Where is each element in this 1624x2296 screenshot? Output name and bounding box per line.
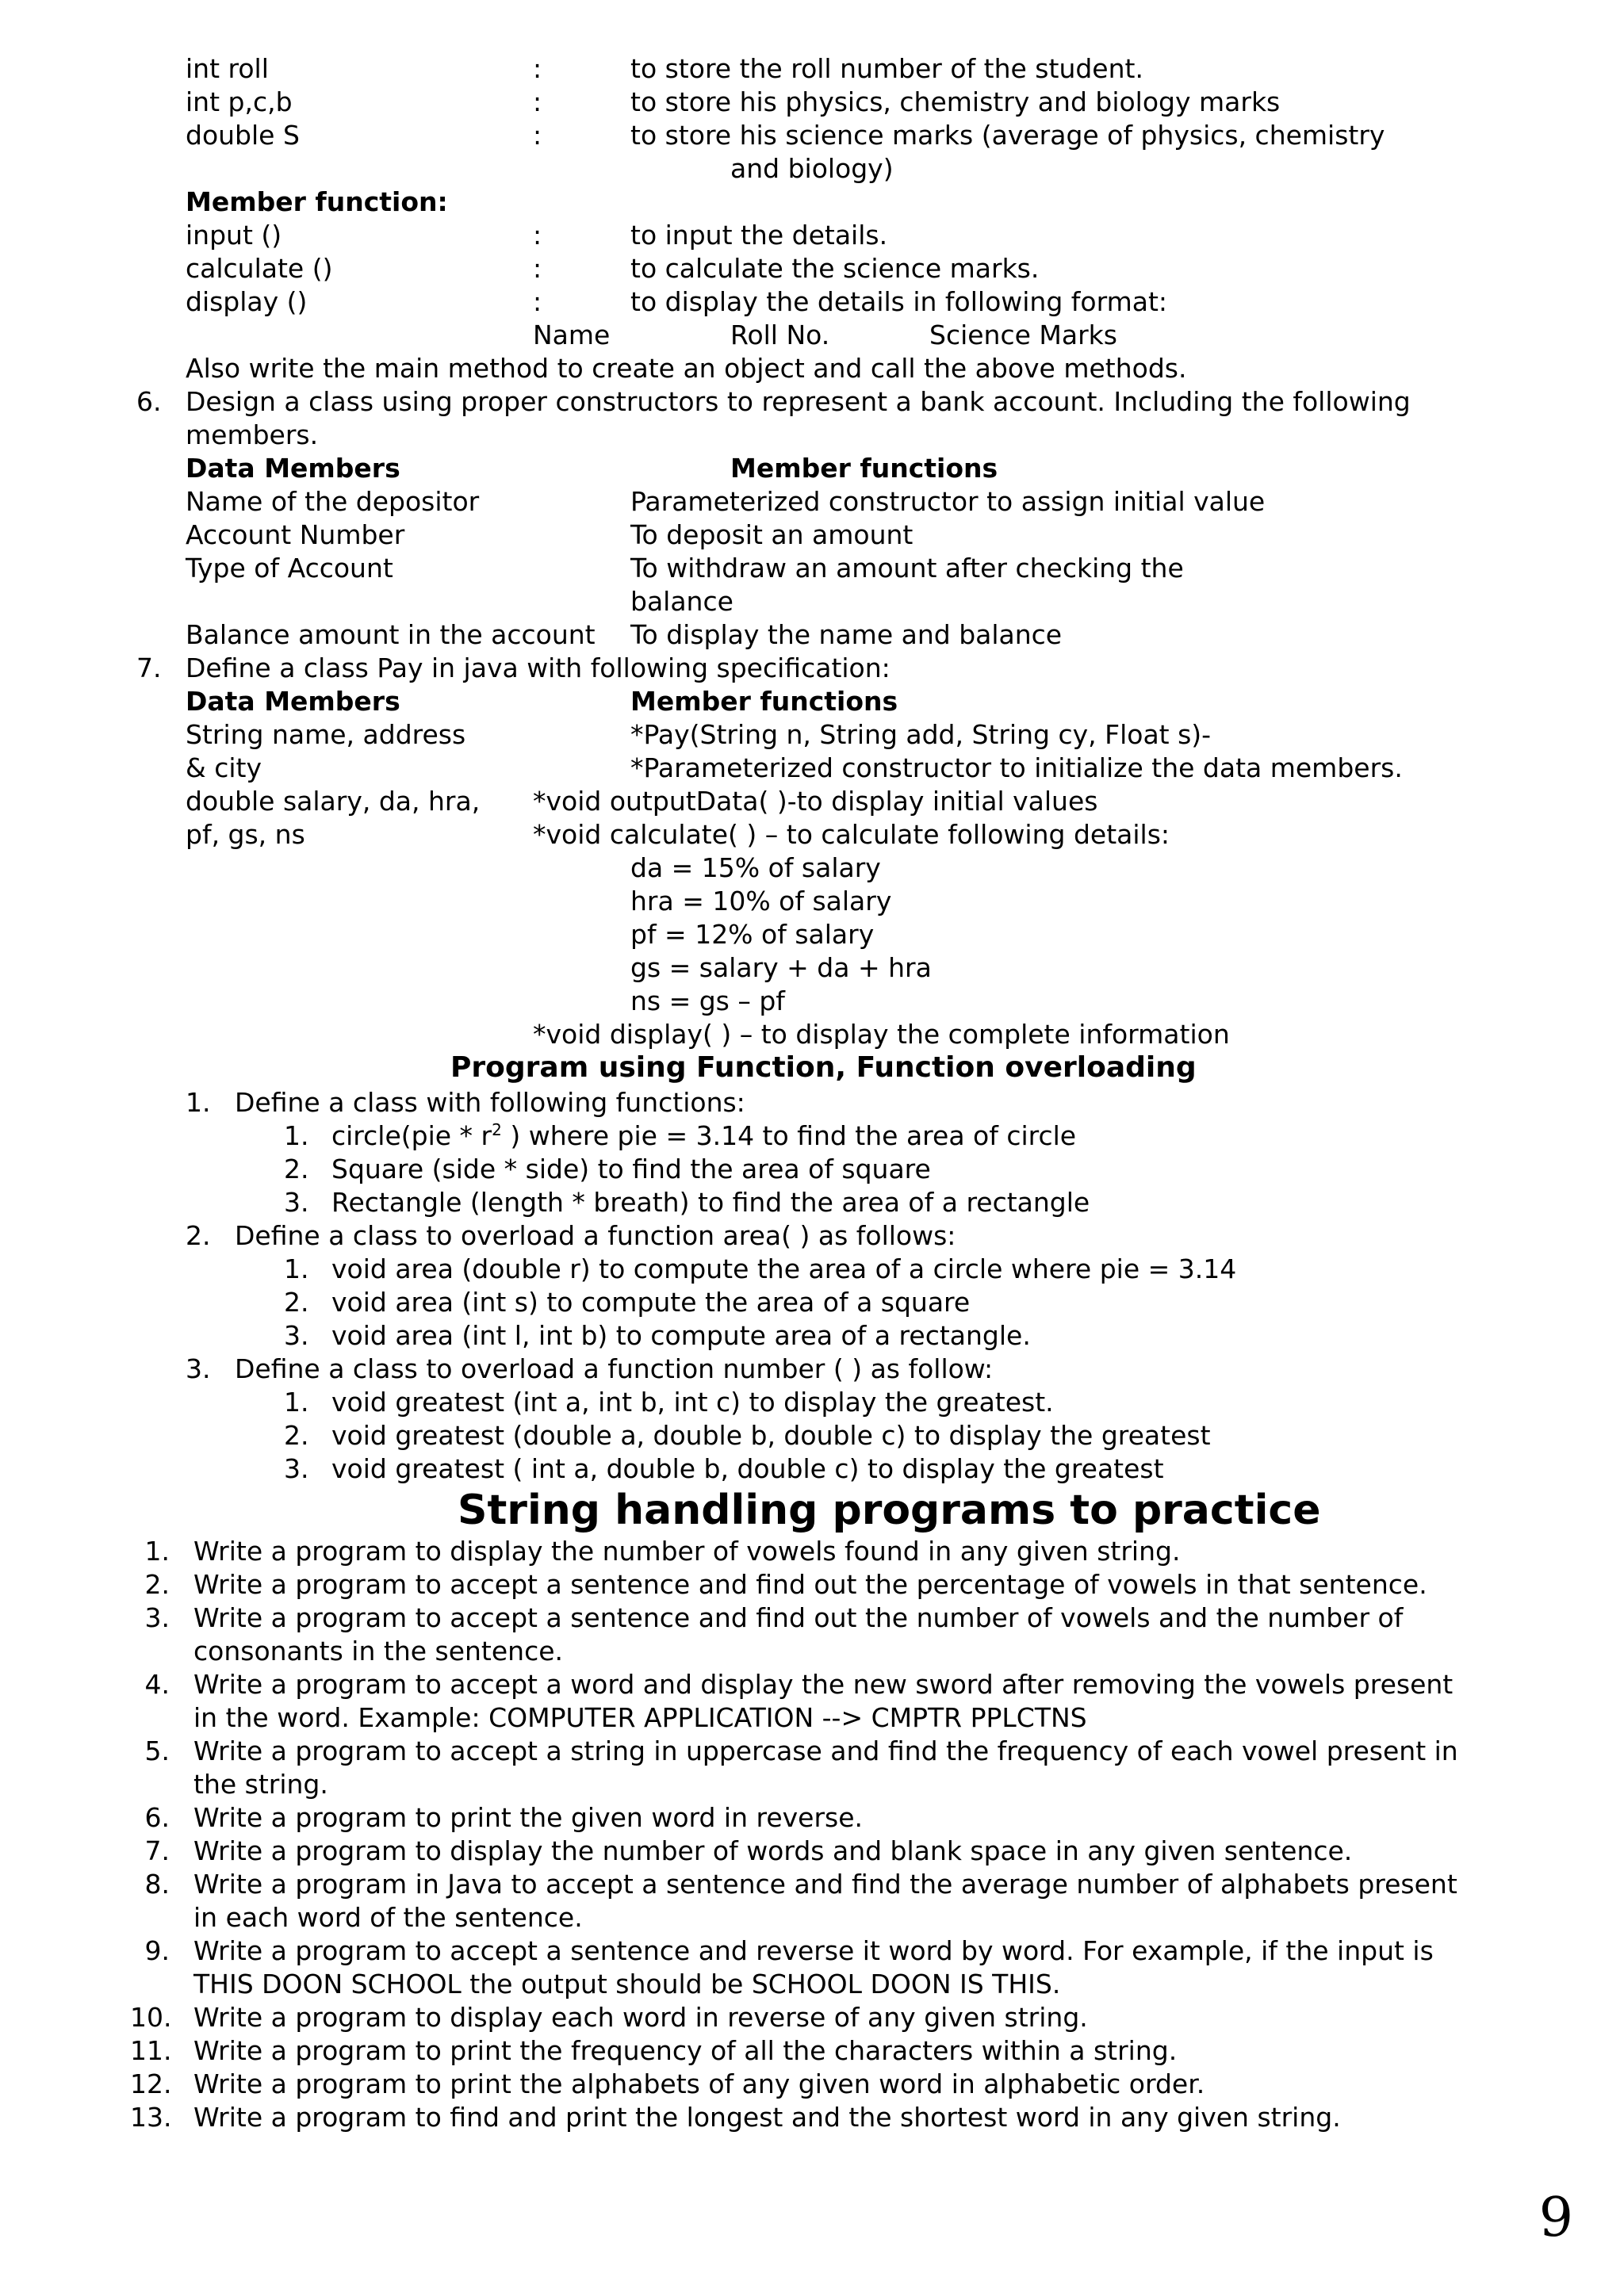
member-desc-continued: and biology): [730, 153, 894, 184]
list-item: [0, 1568, 1624, 1601]
table-cell-right: To withdraw an amount after checking the: [630, 553, 1184, 584]
table-cell-right: balance: [630, 586, 733, 617]
table-cell-right: To deposit an amount: [630, 519, 914, 550]
format-col-roll: Roll No.: [730, 320, 830, 350]
list-item: [0, 1934, 1624, 2001]
sub-question-text: void area (double r) to compute the area of a circle where pie = 3.14: [331, 1253, 1237, 1284]
sub-question-number: 3.: [284, 1453, 309, 1484]
sub-question-text: Square (side * side) to find the area of square: [331, 1154, 931, 1184]
question-text: Define a class to overload a function area( ) as follows:: [235, 1220, 956, 1251]
member-function-heading-row: [0, 186, 1624, 219]
question-text-continued: members.: [186, 419, 319, 450]
function-sep: :: [533, 286, 542, 317]
question-number: 3.: [186, 1353, 211, 1384]
function-name: input (): [186, 220, 282, 251]
list-item-number: 2.: [144, 1569, 170, 1600]
formula-line: [0, 918, 1624, 951]
table-cell-right: *Pay(String n, String add, String cy, Float s)-: [630, 719, 1212, 750]
table-row: [0, 585, 1624, 618]
list-item-number: 5.: [144, 1735, 170, 1766]
list-item-text: Write a program to accept a sentence and find out the percentage of vowels in that sentence.: [193, 1569, 1427, 1600]
table-cell-left: Account Number: [186, 519, 405, 550]
list-item-number: 9.: [144, 1935, 170, 1966]
table-header-row: [0, 685, 1624, 718]
member-sep: :: [533, 86, 542, 117]
table-cell-left: Name of the depositor: [186, 486, 480, 517]
sub-question-number: 2.: [284, 1154, 309, 1184]
list-item: [0, 1835, 1624, 1868]
function-name: display (): [186, 286, 308, 317]
formula-line: [0, 951, 1624, 985]
sub-question-row: [0, 1386, 1624, 1419]
question-line: [0, 419, 1624, 452]
list-item: [0, 2034, 1624, 2068]
table-cell-left: pf, gs, ns: [186, 819, 305, 850]
sub-question-text: void area (int l, int b) to compute area of a rectangle.: [331, 1320, 1031, 1351]
sub-question-number: 1.: [284, 1120, 309, 1151]
function-sep: :: [533, 220, 542, 251]
list-item-number: 13.: [130, 2102, 172, 2133]
list-item: [0, 2101, 1624, 2134]
formula: pf = 12% of salary: [630, 919, 875, 950]
table-cell-right: Parameterized constructor to assign initial value: [630, 486, 1266, 517]
table-row: [0, 552, 1624, 585]
formula-line: [0, 851, 1624, 885]
table-row: [0, 785, 1624, 818]
function-name: calculate (): [186, 253, 333, 284]
list-item: [0, 1668, 1624, 1735]
question-6: [0, 385, 1624, 652]
list-item-text: Write a program to display each word in reverse of any given string.: [193, 2002, 1088, 2033]
function-row: [0, 252, 1624, 285]
student-class-spec: [0, 52, 1624, 385]
table-cell-right: To display the name and balance: [630, 619, 1063, 650]
list-item-text: Write a program to accept a string in uppercase and find the frequency of each vowel present in: [193, 1735, 1458, 1766]
formula: ns = gs – pf: [630, 985, 785, 1016]
list-item-number: 12.: [130, 2068, 172, 2099]
list-item-text: Write a program to accept a sentence and find out the number of vowels and the number of: [193, 1602, 1404, 1633]
member-desc: to store the roll number of the student.: [630, 53, 1143, 84]
sub-question-row: [0, 1452, 1624, 1486]
col-heading-member-functions: Member functions: [730, 453, 998, 484]
formula: gs = salary + da + hra: [630, 952, 932, 983]
table-cell-left: double salary, da, hra,: [186, 786, 481, 817]
list-item-text: the string.: [193, 1769, 328, 1800]
function-desc: to calculate the science marks.: [630, 253, 1040, 284]
sub-question-text: void greatest ( int a, double b, double c) to display the greatest: [331, 1453, 1164, 1484]
sub-question-row: [0, 1253, 1624, 1286]
sub-question-number: 1.: [284, 1387, 309, 1418]
table-row: [0, 752, 1624, 785]
table-row: [0, 485, 1624, 519]
table-header-row: [0, 452, 1624, 485]
table-cell-right: *void outputData( )-to display initial values: [533, 786, 1098, 817]
section-heading-functions: [0, 1051, 1624, 1086]
member-name: double S: [186, 120, 300, 151]
member-row: [0, 86, 1624, 119]
list-item-text: Write a program to display the number of vowels found in any given string.: [193, 1536, 1181, 1567]
superscript: 2: [492, 1120, 502, 1139]
sub-question-row: [0, 1419, 1624, 1452]
document-page: [0, 52, 1624, 2134]
sub-question-number: 3.: [284, 1320, 309, 1351]
list-item: [0, 1868, 1624, 1934]
string-questions-list: [0, 1535, 1624, 2134]
question-number: 6.: [136, 386, 162, 417]
format-col-science: Science Marks: [929, 320, 1117, 350]
list-item-text: in each word of the sentence.: [193, 1902, 583, 1933]
section-heading-text: String handling programs to practice: [458, 1487, 1321, 1534]
list-item-text: Write a program in Java to accept a sentence and find the average number of alphabets present: [193, 1869, 1457, 1900]
sub-question-number: 2.: [284, 1287, 309, 1318]
list-item-text: Write a program to print the alphabets of any given word in alphabetic order.: [193, 2068, 1205, 2099]
list-item-number: 3.: [144, 1602, 170, 1633]
sub-question-text: Rectangle (length * breath) to find the area of a rectangle: [331, 1187, 1090, 1218]
question-number: 1.: [186, 1087, 211, 1118]
list-item-text: Write a program to print the given word in reverse.: [193, 1802, 864, 1833]
list-item-text: Write a program to print the frequency of all the characters within a string.: [193, 2035, 1178, 2066]
format-col-name: Name: [533, 320, 611, 350]
list-item-text: THIS DOON SCHOOL the output should be SCHOOL DOON IS THIS.: [193, 1969, 1061, 1999]
list-item: [0, 1535, 1624, 1568]
sub-question-text: void greatest (int a, int b, int c) to display the greatest.: [331, 1387, 1054, 1418]
list-item-number: 8.: [144, 1869, 170, 1900]
sub-question-row: [0, 1119, 1624, 1153]
table-row: [0, 718, 1624, 752]
formula: da = 15% of salary: [630, 852, 881, 883]
member-desc: to store his physics, chemistry and biology marks: [630, 86, 1281, 117]
member-row-continued: [0, 152, 1624, 186]
question-text: Define a class with following functions:: [235, 1087, 745, 1118]
sub-question-row: [0, 1319, 1624, 1353]
list-item-text: Write a program to accept a word and display the new sword after removing the vowels present: [193, 1669, 1454, 1700]
question-7: [0, 652, 1624, 1051]
table-cell-left: Type of Account: [186, 553, 393, 584]
function-question-row: [0, 1219, 1624, 1253]
sub-question-row: [0, 1186, 1624, 1219]
function-row: [0, 219, 1624, 252]
member-sep: :: [533, 53, 542, 84]
list-item-text: consonants in the sentence.: [193, 1636, 564, 1667]
section-heading-strings: [0, 1486, 1624, 1535]
list-item-number: 6.: [144, 1802, 170, 1833]
col-heading-member-functions: Member functions: [630, 686, 898, 717]
table-cell-left: Balance amount in the account: [186, 619, 596, 650]
list-item: [0, 1801, 1624, 1835]
sub-question-text: void area (int s) to compute the area of a square: [331, 1287, 971, 1318]
table-row: [0, 818, 1624, 851]
section-heading-text: Program using Function, Function overloading: [450, 1051, 1197, 1084]
formula-line: [0, 885, 1624, 918]
function-question-row: [0, 1086, 1624, 1119]
list-item-number: 10.: [130, 2002, 172, 2033]
question-line: [0, 652, 1624, 685]
col-heading-data-members: Data Members: [186, 686, 400, 717]
question-text: Define a class to overload a function number ( ) as follow:: [235, 1353, 994, 1384]
sub-question-number: 2.: [284, 1420, 309, 1451]
list-item-number: 1.: [144, 1536, 170, 1567]
question-text: Design a class using proper constructors to represent a bank account. Including the following: [186, 386, 1411, 417]
sub-question-text: void greatest (double a, double b, double c) to display the greatest: [331, 1420, 1211, 1451]
formula-line: [0, 985, 1624, 1018]
table-cell-left: String name, address: [186, 719, 466, 750]
function-questions-list: [0, 1086, 1624, 1486]
sub-question-row: [0, 1153, 1624, 1186]
function-desc: to display the details in following format:: [630, 286, 1167, 317]
list-item: [0, 2068, 1624, 2101]
table-row: [0, 1018, 1624, 1051]
function-question-row: [0, 1353, 1624, 1386]
table-row: [0, 618, 1624, 652]
formula: hra = 10% of salary: [630, 886, 892, 916]
list-item-text: in the word. Example: COMPUTER APPLICATION --> CMPTR PPLCTNS: [193, 1702, 1087, 1733]
question-number: 7.: [136, 652, 162, 683]
page-number: 9: [1538, 2187, 1573, 2249]
format-row: [0, 319, 1624, 352]
table-cell-left: & city: [186, 752, 262, 783]
list-item: [0, 1601, 1624, 1668]
list-item-number: 11.: [130, 2035, 172, 2066]
list-item: [0, 1735, 1624, 1801]
sub-question-number: 3.: [284, 1187, 309, 1218]
question-number: 2.: [186, 1220, 211, 1251]
question-line: [0, 385, 1624, 419]
member-sep: :: [533, 120, 542, 151]
member-name: int roll: [186, 53, 269, 84]
main-note-row: [0, 352, 1624, 385]
list-item-text: Write a program to accept a sentence and reverse it word by word. For example, if the input is: [193, 1935, 1434, 1966]
col-heading-data-members: Data Members: [186, 453, 400, 484]
table-cell-right: *Parameterized constructor to initialize the data members.: [630, 752, 1403, 783]
function-sep: :: [533, 253, 542, 284]
list-item-number: 7.: [144, 1835, 170, 1866]
list-item-text: Write a program to find and print the longest and the shortest word in any given string.: [193, 2102, 1341, 2133]
list-item: [0, 2001, 1624, 2034]
sub-question-row: [0, 1286, 1624, 1319]
sub-question-number: 1.: [284, 1253, 309, 1284]
member-row: [0, 52, 1624, 86]
member-name: int p,c,b: [186, 86, 293, 117]
main-note: Also write the main method to create an object and call the above methods.: [186, 353, 1187, 384]
function-row: [0, 285, 1624, 319]
display-function-line: *void display( ) – to display the complete information: [533, 1019, 1230, 1050]
member-row: [0, 119, 1624, 152]
function-desc: to input the details.: [630, 220, 888, 251]
list-item-text: Write a program to display the number of words and blank space in any given sentence.: [193, 1835, 1353, 1866]
question-text: Define a class Pay in java with following specification:: [186, 652, 891, 683]
table-cell-right: *void calculate( ) – to calculate following details:: [533, 819, 1170, 850]
table-row: [0, 519, 1624, 552]
sub-question-text: circle(pie * $r^2$ ) where pie = 3.14 to find the area of circle: [331, 1120, 1077, 1151]
member-function-heading: Member function:: [186, 186, 448, 217]
member-desc: to store his science marks (average of physics, chemistry: [630, 120, 1385, 151]
list-item-number: 4.: [144, 1669, 170, 1700]
